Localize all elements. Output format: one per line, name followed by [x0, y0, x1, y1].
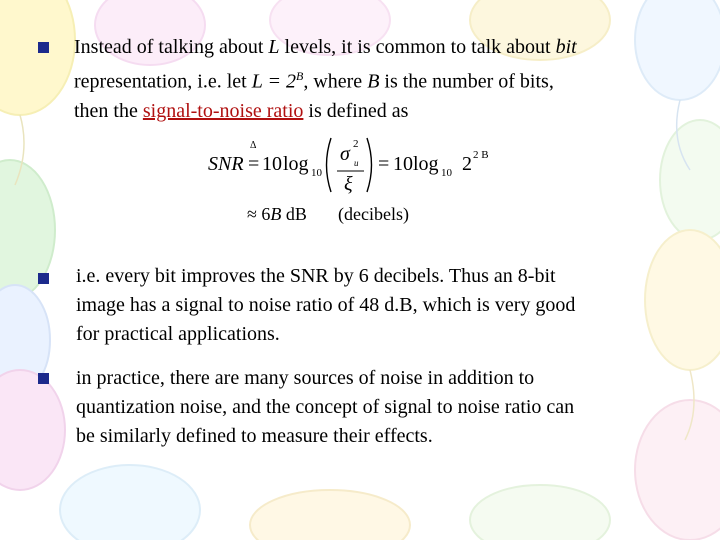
paragraph-1-line-1: Instead of talking about L levels, it is common to talk about bit [74, 36, 577, 58]
paragraph-3-line-3: be similarly defined to measure their effects. [76, 425, 433, 447]
eq-delta: Δ [250, 140, 257, 151]
paragraph-1-line-3: then the signal-to-noise ratio is defined as [74, 99, 409, 122]
eq-xi: ξ [344, 173, 353, 195]
paragraph-3-line-2: quantization noise, and the concept of signal to noise ratio can [76, 396, 575, 418]
eq-ten-1: 10 [262, 153, 282, 175]
paragraph-3-line-1: in practice, there are many sources of noise in addition to [76, 367, 535, 389]
paragraph-2-line-3: for practical applications. [76, 323, 280, 345]
eq-log-1: log [283, 153, 309, 175]
paragraph-3 [76, 364, 574, 451]
bullet-marker-2 [38, 273, 49, 284]
bullet-marker-3 [38, 373, 49, 384]
paragraph-2 [76, 262, 575, 349]
snr-link[interactable]: signal-to-noise ratio [142, 99, 304, 122]
paragraph-1 [74, 33, 577, 126]
paragraph-2-line-1: i.e. every bit improves the SNR by 6 decibels. Thus an 8-bit [76, 265, 556, 287]
eq-base-1: 10 [311, 167, 322, 179]
paren-right [367, 138, 372, 192]
eq-exponent: 2 B [473, 149, 489, 161]
paren-left [327, 138, 332, 192]
eq-ten-2: 10 [393, 153, 413, 175]
bullet-marker-1 [38, 42, 49, 53]
paragraph-1-line-2: representation, i.e. let $L = 2^B$, where B is the number of bits, [74, 69, 554, 93]
eq-decibels: (decibels) [338, 204, 409, 224]
eq-sigma: σ [340, 143, 350, 165]
eq-sigma-square: 2 [353, 138, 359, 150]
eq-log-2: log [413, 153, 439, 175]
eq-equals-1: = [248, 153, 260, 175]
paragraph-2-line-2: image has a signal to noise ratio of 48 d.B, which is very good [76, 294, 576, 316]
eq-two: 2 [462, 153, 472, 175]
eq-sigma-sub: u [354, 158, 359, 168]
eq-approx: ≈ 6B dB [247, 204, 307, 224]
eq-base-2: 10 [441, 167, 452, 179]
eq-equals-2: = [378, 153, 390, 175]
eq-snr: SNR [208, 153, 244, 175]
snr-equation [200, 128, 500, 228]
